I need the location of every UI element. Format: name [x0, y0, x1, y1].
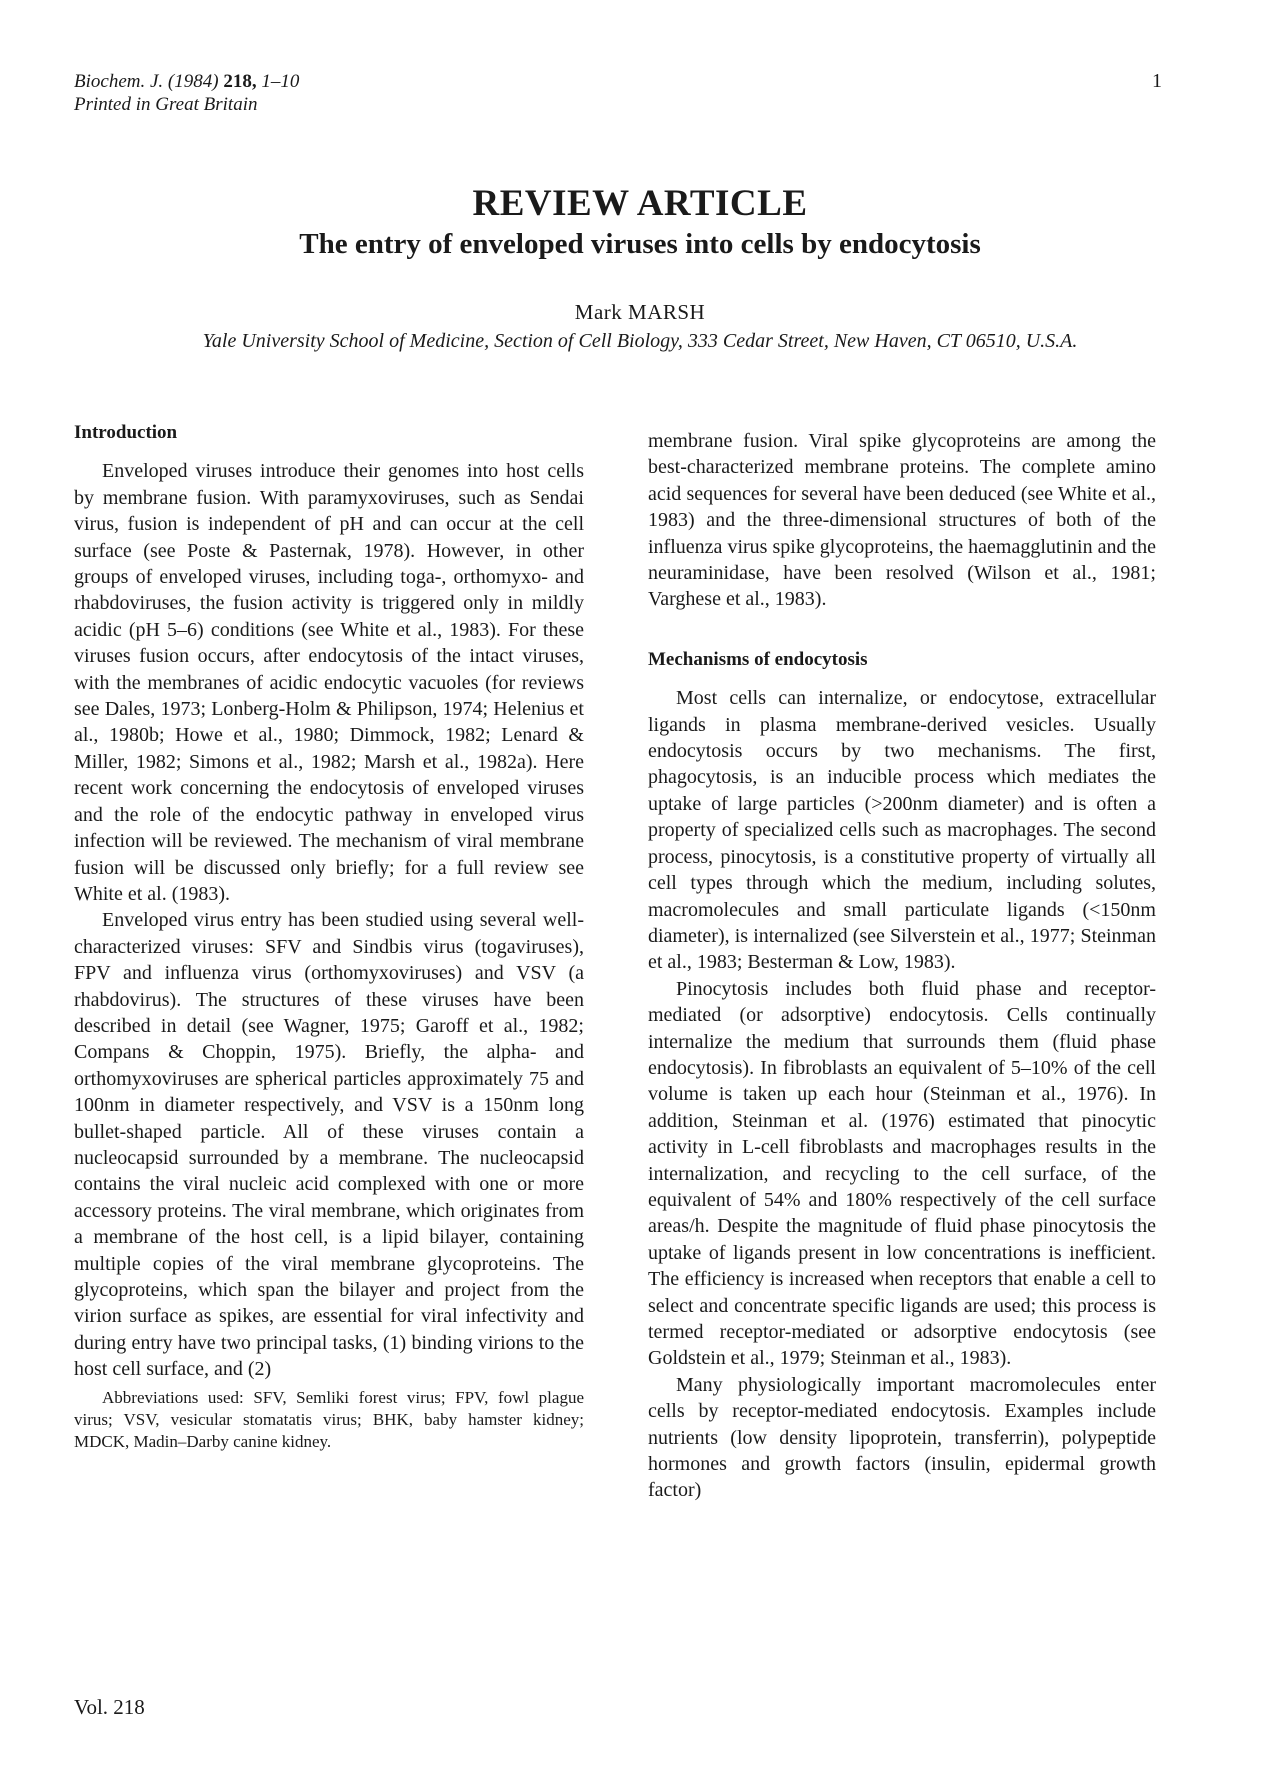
intro-paragraph-2: Enveloped virus entry has been studied using several well-characterized viruses: SFV and Sindbis virus (togaviruses), FPV and influenza virus (orthomyxoviruses) and VSV (a rhabdovirus). The structures of these viruses have been described in detail (see Wagner, 1975; Garoff et al., 1982; Compans & Choppin, 1975). Briefly, the alpha- and orthomyxoviruses are spherical particles approximately 75 and 100nm in diameter respectively, and VSV is a 150nm long bullet-shaped particle. All of these viruses contain a nucleocapsid surrounded by a membrane. The nucleocapsid contains the viral nucleic acid complexed with one or more accessory proteins. The viral membrane, which originates from a membrane of the host cell, is a lipid bilayer, containing multiple copies of the viral membrane glycoproteins. The glycoproteins, which span the bilayer and project from the virion surface as spikes, are essential for viral infectivity and during entry have two principal tasks, (1) binding virions to the host cell surface, and (2)	[74, 909, 584, 1381]
mechanisms-paragraph-1: Most cells can internalize, or endocytose, extracellular ligands in plasma membrane-derived vesicles. Usually endocytosis occurs by two mechanisms. The first, phagocytosis, is an inducible process which mediates the uptake of large particles (>200nm diameter) and is often a property of specialized cells such as macrophages. The second process, pinocytosis, is a constitutive property of virtually all cell types through which the medium, including solutes, macromolecules and small particulate ligands (<150nm diameter), is internalized (see Silverstein et al., 1977; Steinman et al., 1983; Besterman & Low, 1983).	[648, 687, 1156, 974]
journal-volume: 218,	[223, 71, 257, 92]
section-heading-introduction: Introduction	[74, 422, 178, 443]
right-column	[648, 428, 1156, 1504]
journal-pages: 1–10	[261, 71, 300, 92]
article-author: Mark MARSH	[574, 300, 706, 324]
abbreviations-footnote: Abbreviations used: SFV, Semliki forest virus; FPV, fowl plague virus; VSV, vesicular stomatatis virus; BHK, baby hamster kidney; MDCK, Madin–Darby canine kidney.	[74, 1387, 584, 1451]
article-kicker: REVIEW ARTICLE	[472, 183, 808, 224]
left-column	[74, 420, 584, 1453]
journal-year: (1984)	[167, 71, 219, 92]
printed-location: Printed in Great Britain	[74, 94, 258, 115]
page-number: 1	[1152, 70, 1162, 92]
footer-volume: Vol. 218	[74, 1695, 145, 1719]
mechanisms-paragraph-3: Many physiologically important macromolecules enter cells by receptor-mediated endocytosis. Examples include nutrients (low density lipoprotein, transferrin), polypeptide hormones and growth factors (insulin, epidermal growth factor)	[648, 1373, 1156, 1502]
article-title: The entry of enveloped viruses into cells by endocytosis	[299, 228, 981, 260]
section-heading-mechanisms: Mechanisms of endocytosis	[648, 648, 868, 670]
mechanisms-paragraph-2: Pinocytosis includes both fluid phase and receptor-mediated (or adsorptive) endocytosis. Cells continually internalize the medium that surrounds them (fluid phase endocytosis). In fibroblasts an equivalent of 5–10% of the cell volume is taken up each hour (Steinman et al., 1976). In addition, Steinman et al. (1976) estimated that pinocytic activity in L-cell fibroblasts and macrophages results in the internalization, and recycling to the cell surface, of the equivalent of 54% and 180% respectively of the cell surface areas/h. Despite the magnitude of fluid phase pinocytosis the uptake of ligands present in low concentrations is inefficient. The efficiency is increased when receptors that enable a cell to select and concentrate specific ligands are used; this process is termed receptor-mediated or adsorptive endocytosis (see Goldstein et al., 1979; Steinman et al., 1983).	[648, 977, 1156, 1370]
journal-citation	[74, 70, 299, 116]
journal-name: Biochem. J.	[74, 71, 164, 92]
intro-paragraph-continued: membrane fusion. Viral spike glycoproteins are among the best-characterized membrane proteins. The complete amino acid sequences for several have been deduced (see White et al., 1983) and the three-dimensional structures of both of the influenza virus spike glycoproteins, the haemagglutinin and the neuraminidase, have been resolved (Wilson et al., 1981; Varghese et al., 1983).	[648, 430, 1156, 611]
intro-paragraph-1: Enveloped viruses introduce their genomes into host cells by membrane fusion. With paramyxoviruses, such as Sendai virus, fusion is independent of pH and can occur at the cell surface (see Poste & Pasternak, 1978). However, in other groups of enveloped viruses, including toga-, orthomyxo- and rhabdoviruses, the fusion activity is triggered only in mildly acidic (pH 5–6) conditions (see White et al., 1983). For these viruses fusion occurs, after endocytosis of the intact viruses, with the membranes of acidic endocytic vacuoles (for reviews see Dales, 1973; Lonberg-Holm & Philipson, 1974; Helenius et al., 1980b; Howe et al., 1980; Dimmock, 1982; Lenard & Miller, 1982; Simons et al., 1982; Marsh et al., 1982a). Here recent work concerning the endocytosis of enveloped viruses and the role of the endocytic pathway in enveloped virus infection will be reviewed. The mechanism of viral membrane fusion will be discussed only briefly; for a full review see White et al. (1983).	[74, 460, 584, 905]
author-affiliation: Yale University School of Medicine, Section of Cell Biology, 333 Cedar Street, New Haven, CT 06510, U.S.A.	[202, 330, 1078, 352]
